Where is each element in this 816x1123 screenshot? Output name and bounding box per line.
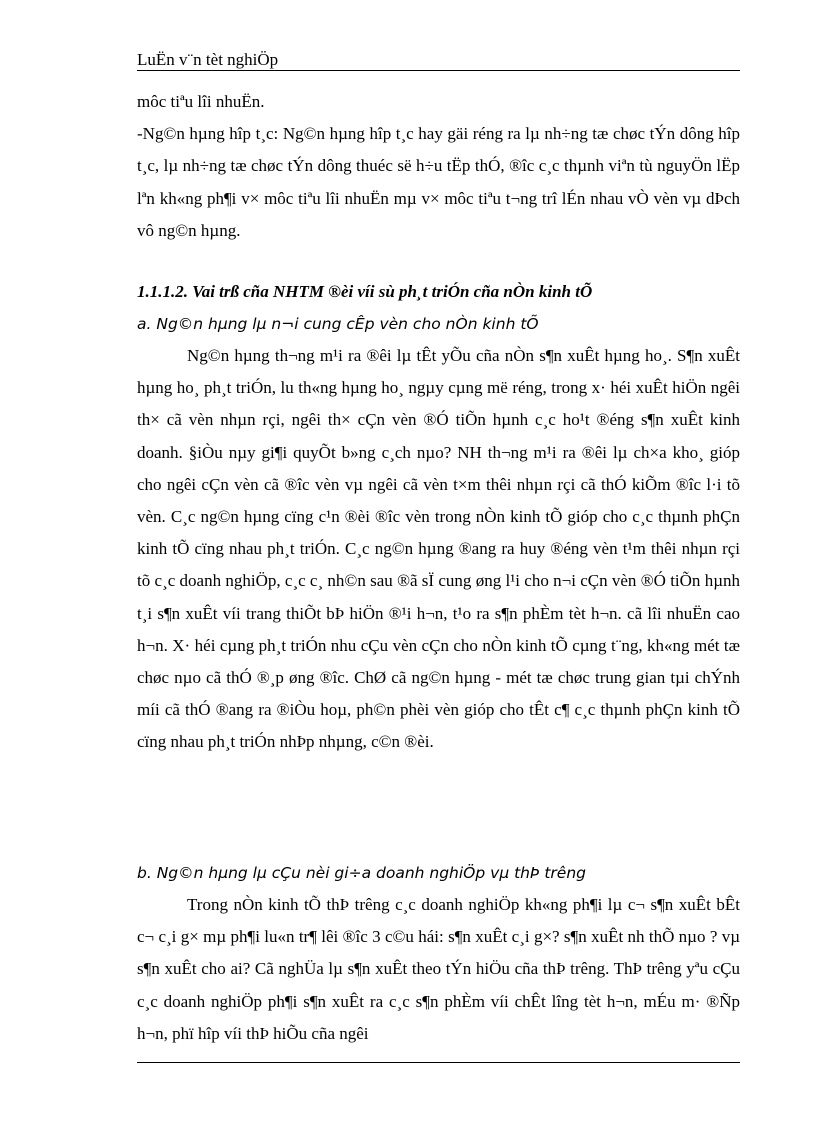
subsection-heading-b: b. Ng©n hµng lµ cÇu nèi gi÷a doanh nghiÖp vµ thÞ trêng xyxy=(137,864,587,882)
body-text xyxy=(137,86,740,247)
subsection-heading-a: a. Ng©n hµng lµ n¬i cung cÊp vèn cho nÒn kinh tÕ xyxy=(137,315,539,333)
running-header: LuËn v¨n tèt nghiÖp xyxy=(137,50,279,69)
paragraph-market-bridge: Trong nÒn kinh tÕ thÞ trêng c¸c doanh nghiÖp kh«ng ph¶i lµ c¬ s¶n xuÊt bÊt c¬ c¸i g× mµ ph¶i lu«n tr¶ lêi ®îc 3 c©u hái: s¶n xuÊt c¸i g×? s¶n xuÊt nh thÕ nµo ? vµ s¶n xuÊt cho ai? Cã nghÜa lµ s¶n xuÊt theo tÝn hiÖu cña thÞ trêng. ThÞ trêng yªu cÇu c¸c doanh nghiÖp ph¶i s¶n xuÊt ra c¸c s¶n phÈm víi chÊt lîng tèt h¬n, mÉu m· ®Ñp h¬n, phï hîp víi thÞ hiÕu cña ngêi xyxy=(137,895,740,1043)
footer-rule xyxy=(137,1062,740,1063)
paragraph-capital-supply: Ng©n hµng th¬ng m¹i ra ®êi lµ tÊt yÕu cña nÒn s¶n xuÊt hµng ho¸. S¶n xuÊt hµng ho¸ ph¸t triÓn, lu th«ng hµng ho¸ ngµy cµng më réng, trong x· héi xuÊt hiÖn ngêi th× cã vèn nhµn rçi, ngêi th× cÇn vèn ®Ó tiÕn hµnh c¸c ho¹t ®éng s¶n xuÊt kinh doanh. §iÒu nµy gi¶i quyÕt b»ng c¸ch nµo? NH th¬ng m¹i ra ®êi lµ ch×a kho¸ gióp cho ngêi cÇn vèn cã ®îc vèn vµ ngêi cã vèn t×m thêi nhµn rçi cã thÓ kiÕm ®îc l·i tõ vèn. C¸c ng©n hµng cïng c¹n ®èi ®îc vèn trong nÒn kinh tÕ gióp cho c¸c thµnh phÇn kinh tÕ cïng nhau ph¸t triÓn. C¸c ng©n hµng ®ang ra huy ®éng vèn t¹m thêi nhµn rçi tõ c¸c doanh nghiÖp, c¸c c¸ nh©n sau ®ã sÏ cung øng l¹i cho n¬i cÇn vèn ®Ó tiÕn hµnh t¸i s¶n xuÊt víi trang thiÕt bÞ hiÖn ®¹i h¬n, t¹o ra s¶n phÈm tèt h¬n. cã lîi nhuËn cao h¬n. X· héi cµng ph¸t triÓn nhu cÇu vèn cÇn cho nÒn kinh tÕ cµng t¨ng, kh«ng mét tæ chøc nµo cã thÓ ®¸p øng ®îc. ChØ cã ng©n hµng - mét tæ chøc trung gian tµi chÝnh míi cã thÓ ®ang ra ®iÒu hoµ, ph©n phèi vèn gióp cho tÊt c¶ c¸c thµnh phÇn kinh tÕ cïng nhau ph¸t triÓn nhÞp nhµng, c©n ®èi. xyxy=(137,346,740,752)
section-block-b xyxy=(137,857,740,1050)
header-rule xyxy=(137,70,740,71)
paragraph-continuation: môc tiªu lîi nhuËn. xyxy=(137,92,265,111)
section-heading: 1.1.1.2. Vai trß cña NHTM ®èi víi sù ph¸t triÓn cña nÒn kinh tÕ xyxy=(137,282,593,301)
paragraph-cooperative-bank: -Ng©n hµng hîp t¸c: Ng©n hµng hîp t¸c hay gäi réng ra lµ nh÷ng tæ chøc tÝn dông hîp t¸c, lµ nh÷ng tæ chøc tÝn dông thuéc së h÷u tËp thÓ, ®îc c¸c thµnh viªn tù nguyÖn lËp lªn kh«ng ph¶i v× môc tiªu lîi nhuËn mµ v× môc tiªu t¬ng trî lÉn nhau vÒ vèn vµ dÞch vô ng©n hµng. xyxy=(137,124,740,240)
section-block xyxy=(137,276,740,759)
